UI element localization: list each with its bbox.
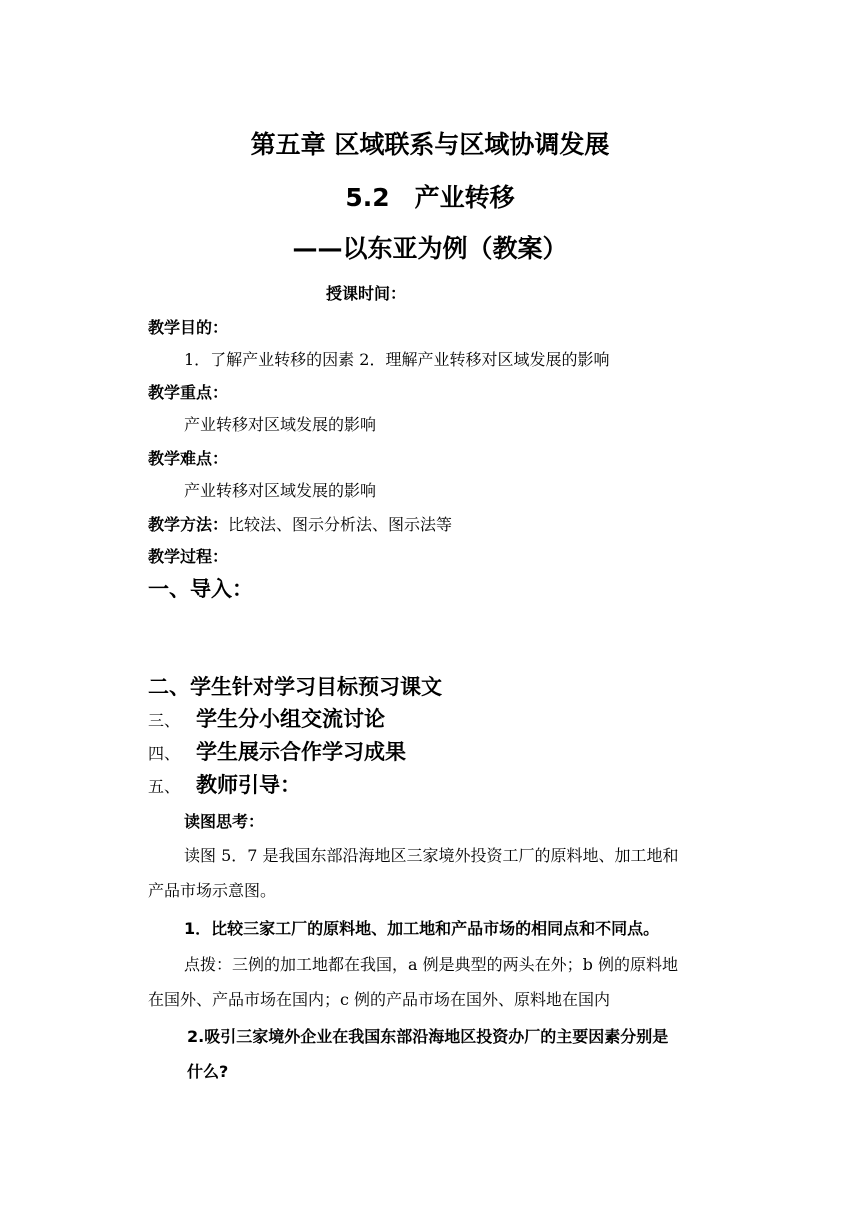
- section-5-num: 五、: [148, 777, 181, 796]
- reading-intro-line-2: 产品市场示意图。: [148, 881, 277, 900]
- objectives-text: 1．了解产业转移的因素 2．理解产业转移对区域发展的影响: [184, 350, 610, 369]
- difficulties-text: 产业转移对区域发展的影响: [184, 481, 377, 500]
- section-2-title: 学生针对学习目标预习课文: [190, 675, 442, 699]
- objectives-label: 教学目的：: [148, 318, 229, 337]
- reading-label: 读图思考：: [184, 812, 265, 831]
- hint-line-1: 点拨：三例的加工地都在我国，a 例是典型的两头在外；b 例的原料地: [184, 955, 678, 974]
- section-3-title: 学生分小组交流讨论: [196, 707, 385, 731]
- question-2-line-2: 什么?: [187, 1062, 229, 1081]
- section-4-num: 四、: [148, 744, 181, 763]
- section-3: [148, 709, 385, 730]
- section-1-num: 一、: [148, 577, 190, 601]
- section-1-title: 导入：: [190, 577, 253, 601]
- key-points-label: 教学重点：: [148, 383, 229, 402]
- section-title: 5.2 产业转移: [345, 183, 515, 212]
- section-1: [148, 579, 253, 600]
- reading-intro-line-1: 读图 5．7 是我国东部沿海地区三家境外投资工厂的原料地、加工地和: [184, 846, 679, 865]
- key-points-text: 产业转移对区域发展的影响: [184, 415, 377, 434]
- class-time-label: 授课时间：: [326, 284, 407, 303]
- section-2: [148, 677, 442, 698]
- subtitle: ——以东亚为例（教案）: [292, 234, 568, 263]
- section-2-num: 二、: [148, 675, 190, 699]
- hint-line-2: 在国外、产品市场在国内；c 例的产品市场在国外、原料地在国内: [148, 990, 611, 1009]
- section-3-num: 三、: [148, 711, 181, 730]
- difficulties-label: 教学难点：: [148, 449, 229, 468]
- question-1: 1．比较三家工厂的原料地、加工地和产品市场的相同点和不同点。: [184, 919, 660, 938]
- section-5-title: 教师引导：: [196, 773, 301, 797]
- section-4-title: 学生展示合作学习成果: [196, 740, 406, 764]
- section-5: [148, 775, 301, 796]
- methods-line: [148, 517, 452, 533]
- process-label: 教学过程：: [148, 547, 229, 566]
- section-4: [148, 742, 406, 763]
- methods-text: 比较法、图示分析法、图示法等: [228, 515, 453, 534]
- methods-label: 教学方法：: [148, 515, 229, 534]
- question-2-line-1: 2.吸引三家境外企业在我国东部沿海地区投资办厂的主要因素分别是: [187, 1027, 669, 1046]
- chapter-title: 第五章 区域联系与区域协调发展: [250, 130, 610, 159]
